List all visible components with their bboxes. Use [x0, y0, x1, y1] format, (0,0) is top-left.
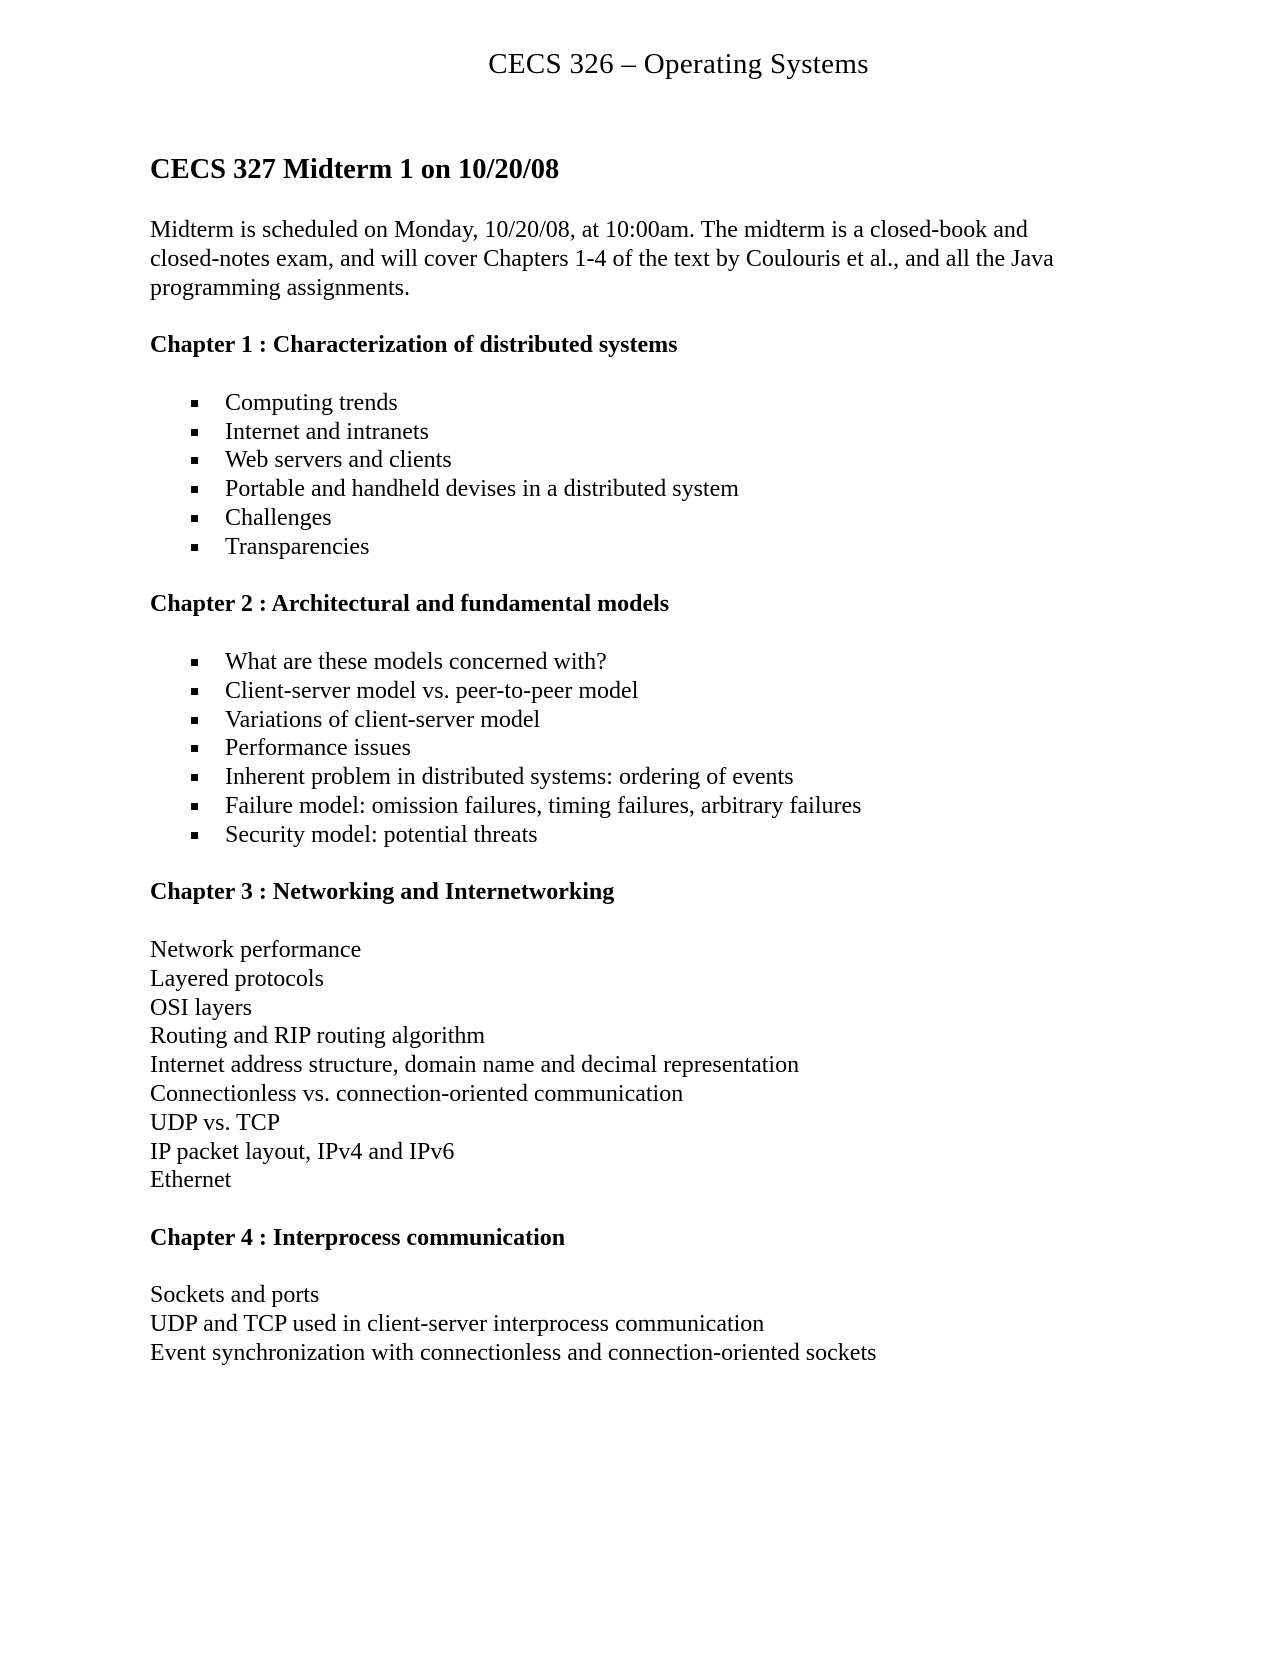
- list-item: Client-server model vs. peer-to-peer model: [150, 677, 1110, 706]
- intro-paragraph: [150, 216, 1110, 302]
- list-item: Routing and RIP routing algorithm: [150, 1023, 486, 1050]
- chapter-section: [150, 878, 1110, 1195]
- list-item: IP packet layout, IPv4 and IPv6: [150, 1138, 455, 1165]
- chapter-heading: Chapter 2 : Architectural and fundamental models: [150, 591, 670, 618]
- spacer: [150, 1253, 1110, 1282]
- square-bullet-icon: [191, 400, 198, 407]
- chapter-section: [150, 590, 1110, 849]
- list-item: UDP vs. TCP: [150, 1109, 281, 1136]
- list-item: Variations of client-server model: [150, 706, 1110, 735]
- spacer: [150, 360, 1110, 389]
- list-item: Connectionless vs. connection-oriented communication: [150, 1080, 684, 1107]
- square-bullet-icon: [191, 429, 198, 436]
- list-item: Internet address structure, domain name and decimal representation: [150, 1052, 800, 1079]
- plain-list: [150, 1281, 1110, 1367]
- square-bullet-icon: [191, 486, 198, 493]
- list-item: What are these models concerned with?: [150, 648, 1110, 677]
- spacer: [150, 562, 1110, 591]
- list-item: UDP and TCP used in client-server interprocess communication: [150, 1311, 765, 1338]
- list-item: Internet and intranets: [150, 418, 1110, 447]
- square-bullet-icon: [191, 688, 198, 695]
- spacer: [150, 907, 1110, 936]
- list-item: Web servers and clients: [150, 446, 1110, 475]
- list-item: Performance issues: [150, 734, 1110, 763]
- list-item: Inherent problem in distributed systems: ordering of events: [150, 763, 1110, 792]
- course-header: CECS 326 – Operating Systems: [488, 48, 869, 80]
- chapter-section: [150, 1224, 1110, 1368]
- square-bullet-icon: [191, 457, 198, 464]
- square-bullet-icon: [191, 832, 198, 839]
- spacer: [150, 850, 1110, 879]
- list-item: Failure model: omission failures, timing failures, arbitrary failures: [150, 792, 1110, 821]
- list-item: Security model: potential threats: [150, 821, 1110, 850]
- square-bullet-icon: [191, 515, 198, 522]
- list-item: OSI layers: [150, 994, 252, 1021]
- spacer: [150, 619, 1110, 648]
- list-item: Computing trends: [150, 389, 1110, 418]
- list-item: Transparencies: [150, 533, 1110, 562]
- chapter-heading: Chapter 3 : Networking and Internetworking: [150, 879, 615, 906]
- chapter-heading: Chapter 4 : Interprocess communication: [150, 1224, 566, 1251]
- intro-line: programming assignments.: [150, 274, 410, 301]
- square-bullet-icon: [191, 659, 198, 666]
- intro-line: Midterm is scheduled on Monday, 10/20/08, at 10:00am. The midterm is a closed-book and: [150, 217, 1028, 243]
- square-bullet-icon: [191, 544, 198, 551]
- list-item: Event synchronization with connectionless and connection-oriented sockets: [150, 1340, 877, 1367]
- list-item: Ethernet: [150, 1167, 232, 1194]
- square-bullet-icon: [191, 745, 198, 752]
- intro-line: closed-notes exam, and will cover Chapters 1-4 of the text by Coulouris et al., and all the Java: [150, 245, 1054, 272]
- square-bullet-icon: [191, 803, 198, 810]
- square-bullet-icon: [191, 717, 198, 724]
- bullet-list: [150, 648, 1110, 850]
- document-title: CECS 327 Midterm 1 on 10/20/08: [150, 154, 560, 185]
- chapter-section: [150, 331, 1110, 561]
- list-item: Network performance: [150, 936, 362, 963]
- chapter-heading: Chapter 1 : Characterization of distributed systems: [150, 332, 678, 359]
- list-item: Layered protocols: [150, 965, 324, 992]
- square-bullet-icon: [191, 774, 198, 781]
- document-body: [150, 216, 1110, 1368]
- spacer: [150, 302, 1110, 331]
- list-item: Sockets and ports: [150, 1282, 320, 1309]
- spacer: [150, 1195, 1110, 1224]
- list-item: Challenges: [150, 504, 1110, 533]
- bullet-list: [150, 389, 1110, 562]
- plain-list: [150, 936, 1110, 1195]
- list-item: Portable and handheld devises in a distributed system: [150, 475, 1110, 504]
